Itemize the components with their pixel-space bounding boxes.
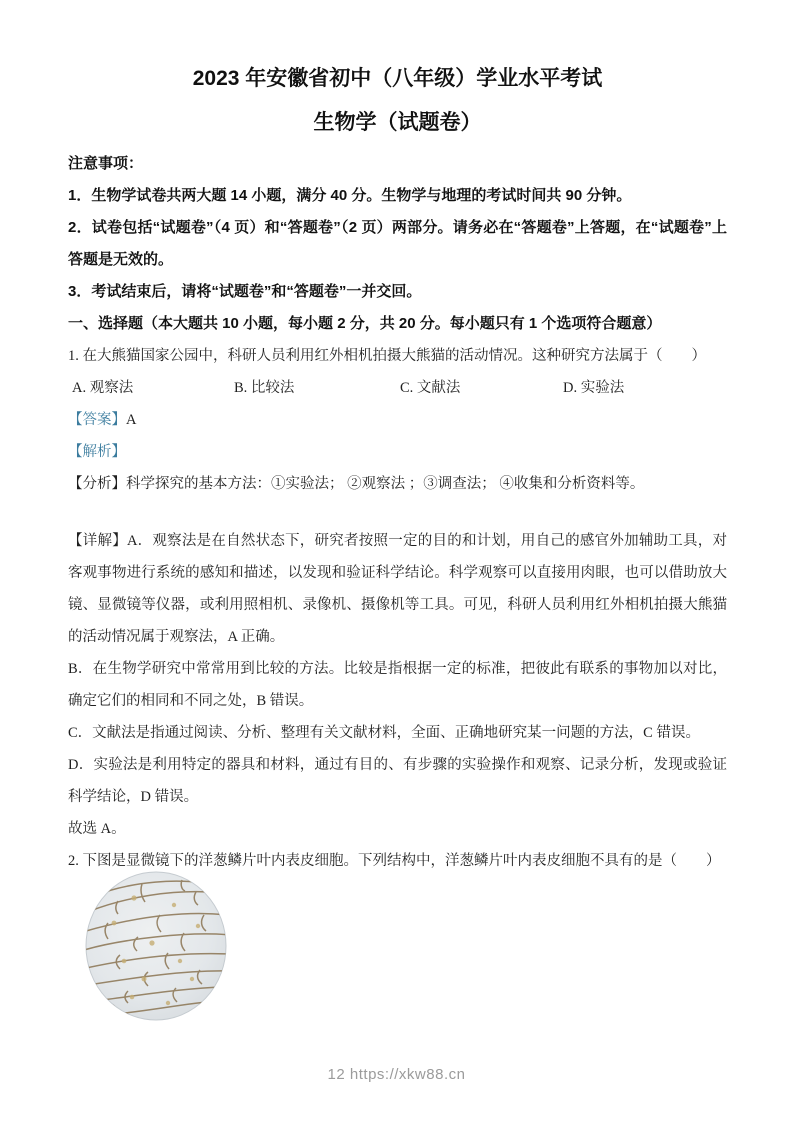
question-1-options [68, 372, 727, 404]
question-1-stem: 1. 在大熊猫国家公园中，科研人员利用红外相机拍摄大熊猫的活动情况。这种研究方法属于（ ） [68, 348, 706, 364]
detail-paragraph-d: D．实验法是利用特定的器具和材料，通过有目的、有步骤的实验操作和观察、记录分析，发现或验证科学结论，D 错误。 [68, 757, 727, 805]
answer-label: 【答案】 [68, 412, 126, 428]
question-2-stem: 2. 下图是显微镜下的洋葱鳞片叶内表皮细胞。下列结构中，洋葱鳞片叶内表皮细胞不具有的是（ ） [68, 853, 721, 869]
conclusion-line: 故选 A。 [68, 821, 126, 837]
page-footer: 12 https://xkw88.cn [327, 1066, 466, 1083]
detail-paragraph-a [68, 525, 727, 653]
notice-item-2: 2．试卷包括“试题卷”（4 页）和“答题卷”（2 页）两部分。请务必在“答题卷”上答题，在“试题卷”上答题是无效的。 [68, 219, 727, 268]
option-c: C. 文献法 [400, 380, 461, 396]
xiangjie-label: 【详解】 [68, 533, 127, 549]
onion-epidermis-micrograph-image [84, 871, 230, 1023]
jiexi-label: 【解析】 [68, 444, 126, 460]
fenxi-text: 科学探究的基本方法：①实验法； ②观察法 ；③调查法； ④收集和分析资料等。 [126, 476, 645, 492]
detail-paragraph-c: C．文献法是指通过阅读、分析、整理有关文献材料，全面、正确地研究某一问题的方法，C 错误。 [68, 725, 700, 741]
fenxi-line [68, 468, 727, 500]
detail-paragraph-b: B．在生物学研究中常常用到比较的方法。比较是指根据一定的标准，把彼此有联系的事物加以对比，确定它们的相同和不同之处，B 错误。 [68, 661, 727, 709]
answer-value: A [126, 412, 137, 428]
notice-item-3: 3．考试结束后，请将“试题卷”和“答题卷”一并交回。 [68, 283, 422, 300]
page-title-line1: 2023 年安徽省初中（八年级）学业水平考试 [192, 67, 603, 90]
option-a: A. 观察法 [72, 380, 134, 396]
fenxi-label: 【分析】 [68, 476, 126, 492]
micrograph-svg [84, 871, 230, 1023]
notice-item-1: 1．生物学试卷共两大题 14 小题，满分 40 分。生物学与地理的考试时间共 90 分钟。 [68, 187, 632, 204]
page-title-line2: 生物学（试题卷） [313, 111, 482, 134]
option-d: D. 实验法 [563, 380, 625, 396]
detail-a-text: A．观察法是在自然状态下，研究者按照一定的目的和计划，用自己的感官外加辅助工具，对客观事物进行系统的感知和描述，以发现和验证科学结论。科学观察可以直接用肉眼，也可以借助放大镜、显微镜等仪器，或利用照相机、录像机、摄像机等工具。可见，科研人员利用红外相机拍摄大熊猫的活动情况属于观察法，A 正确。 [68, 533, 728, 645]
option-b: B. 比较法 [234, 380, 295, 396]
answer-line [68, 404, 727, 436]
jiexi-line [68, 436, 727, 468]
section-1-heading: 一、选择题（本大题共 10 小题，每小题 2 分，共 20 分。每小题只有 1 个选项符合题意） [68, 315, 662, 332]
notice-heading: 注意事项： [68, 155, 144, 172]
